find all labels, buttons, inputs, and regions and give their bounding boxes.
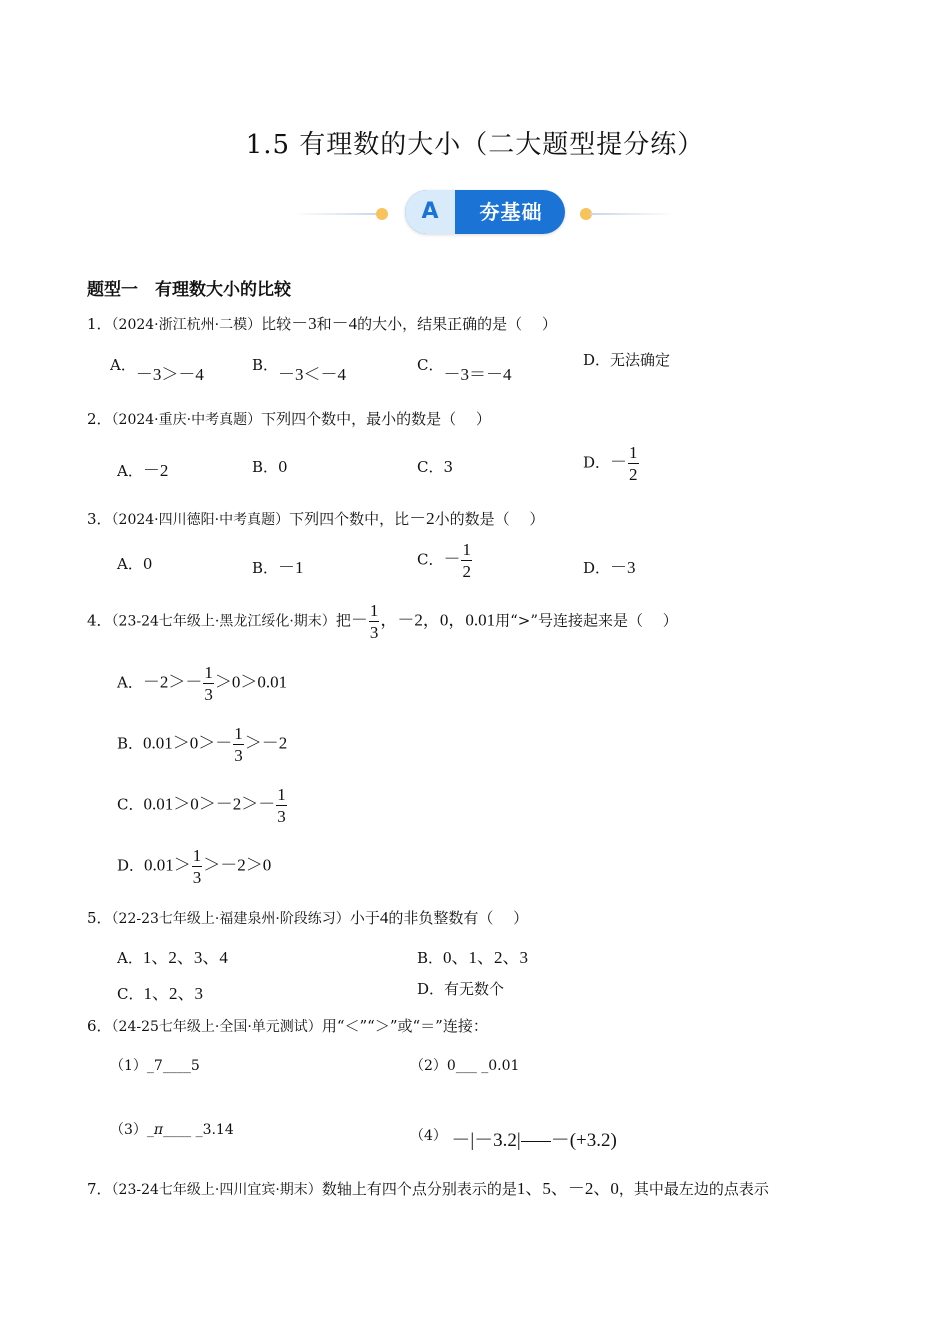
q4-option-c[interactable] bbox=[117, 786, 288, 825]
option-label: C． bbox=[417, 356, 444, 374]
fraction bbox=[233, 725, 244, 764]
q4-option-b[interactable] bbox=[117, 725, 287, 764]
denominator: 3 bbox=[204, 685, 213, 704]
fraction bbox=[192, 847, 203, 886]
q3-source: （2024·四川德阳·中考真题） bbox=[111, 512, 290, 528]
numerator: 1 bbox=[204, 663, 213, 682]
q4-math: ，－2，0，0.01 bbox=[380, 610, 496, 630]
option-label: B． bbox=[252, 559, 279, 577]
q1-number: 1． bbox=[87, 315, 112, 333]
q4-option-d[interactable] bbox=[117, 847, 271, 886]
banner-line-right bbox=[590, 213, 675, 215]
question-7 bbox=[87, 1174, 769, 1199]
question-3 bbox=[87, 504, 544, 529]
option-math: －1 bbox=[278, 558, 304, 577]
q1-option-d[interactable]: D．无法确定 bbox=[583, 351, 671, 369]
option-label: D． bbox=[583, 453, 611, 472]
q3-option-a[interactable]: A．0 bbox=[117, 555, 153, 573]
q3-option-b[interactable] bbox=[252, 553, 304, 578]
q1-stem: 和 bbox=[316, 315, 332, 333]
option-math: －3 bbox=[610, 558, 636, 577]
option-label: A． bbox=[110, 356, 136, 374]
q5-stem: 小于 bbox=[349, 909, 380, 927]
numerator: 1 bbox=[462, 540, 471, 559]
q3-stem: 下列四个数中，比 bbox=[289, 510, 410, 528]
q7-source: （23-24七年级上·四川宜宾·期末） bbox=[111, 1182, 322, 1198]
numerator: 1 bbox=[369, 601, 379, 620]
option-math: － bbox=[443, 549, 461, 569]
option-math: －3＞－4 bbox=[135, 365, 204, 384]
option-math: 1、2、3、4 bbox=[142, 948, 228, 967]
q6-number: 6． bbox=[87, 1017, 112, 1035]
q1-option-b[interactable] bbox=[252, 350, 347, 384]
option-math: ＞－2 bbox=[244, 733, 288, 753]
question-2 bbox=[87, 408, 491, 429]
option-math: 1、2、3 bbox=[143, 984, 203, 1003]
q3-option-c[interactable] bbox=[417, 541, 473, 580]
option-label: B． bbox=[252, 356, 279, 374]
q7-number: 7． bbox=[87, 1180, 112, 1198]
option-math: 0、1、2、3 bbox=[443, 948, 529, 967]
section-heading: 题型一 有理数大小的比较 bbox=[87, 280, 291, 300]
numerator: 1 bbox=[192, 846, 202, 865]
fraction bbox=[461, 541, 472, 580]
q1-stem: 比较 bbox=[261, 315, 292, 333]
pi-symbol: π bbox=[153, 1122, 164, 1138]
q6-part-2[interactable]: （2）0___ _0.01 bbox=[410, 1058, 520, 1074]
q3-math: －2 bbox=[409, 509, 435, 528]
q4-option-a[interactable] bbox=[117, 664, 287, 703]
q2-option-b[interactable]: B．0 bbox=[252, 458, 288, 476]
q5-option-b[interactable] bbox=[417, 943, 528, 968]
option-math: －3＝－4 bbox=[443, 365, 512, 384]
option-math: 0.01＞0＞－2＞－ bbox=[143, 794, 276, 814]
option-label: C． bbox=[117, 795, 144, 814]
answer-blank[interactable] bbox=[521, 1131, 551, 1142]
option-math: －|－3.2| bbox=[451, 1130, 521, 1151]
option-label: D． bbox=[117, 856, 145, 875]
fraction bbox=[276, 786, 287, 825]
q1-math: －3 bbox=[291, 314, 317, 333]
q2-option-d[interactable] bbox=[583, 444, 640, 483]
fraction bbox=[628, 444, 639, 483]
option-math: ＞0＞0.01 bbox=[214, 672, 288, 692]
page-title: 1.5 有理数的大小（二大题型提分练） bbox=[245, 130, 705, 160]
numerator: 1 bbox=[234, 724, 243, 743]
part-text: ____ _3.14 bbox=[163, 1122, 234, 1138]
numerator: 1 bbox=[277, 785, 286, 804]
option-math: 0.01＞ bbox=[144, 855, 191, 875]
question-5 bbox=[87, 907, 528, 928]
q5-option-c[interactable] bbox=[117, 979, 203, 1004]
q6-part-1[interactable]: （1）_7____5 bbox=[110, 1058, 200, 1074]
q2-source: （2024·重庆·中考真题） bbox=[111, 412, 262, 428]
badge-label: 夯基础 bbox=[479, 200, 543, 224]
fraction bbox=[203, 664, 214, 703]
q1-stem: 的大小，结果正确的是（ ） bbox=[357, 315, 557, 333]
option-label: A． bbox=[117, 949, 143, 967]
option-math: －2 bbox=[142, 461, 169, 480]
denominator: 2 bbox=[462, 562, 471, 581]
q2-option-a[interactable] bbox=[117, 456, 168, 481]
q5-math: 4 bbox=[379, 908, 389, 927]
q5-source: （22-23七年级上·福建泉州·阶段练习） bbox=[111, 911, 350, 927]
q6-part-3[interactable] bbox=[110, 1119, 234, 1139]
section-badge bbox=[405, 190, 565, 234]
option-label: C． bbox=[117, 985, 144, 1003]
option-math: －(+3.2) bbox=[550, 1130, 617, 1151]
q5-stem: 的非负整数有（ ） bbox=[388, 909, 529, 927]
fraction bbox=[369, 602, 380, 641]
banner-line-left bbox=[292, 213, 382, 215]
q7-stem: ，其中最左边的点表示 bbox=[618, 1180, 769, 1198]
q2-stem: 下列四个数中，最小的数是（ ） bbox=[261, 410, 491, 428]
option-label: D． bbox=[583, 559, 611, 577]
q2-number: 2． bbox=[87, 410, 112, 428]
q6-part-4[interactable] bbox=[410, 1119, 617, 1151]
question-6 bbox=[87, 1015, 488, 1036]
option-math: －3＜－4 bbox=[278, 365, 347, 384]
denominator: 3 bbox=[234, 746, 243, 765]
question-4 bbox=[87, 602, 678, 641]
q1-option-a[interactable] bbox=[110, 350, 204, 384]
banner-dot-left bbox=[376, 208, 388, 220]
option-math: ＞－2＞0 bbox=[203, 855, 272, 875]
q1-source: （2024·浙江杭州·二模） bbox=[111, 317, 262, 333]
q5-number: 5． bbox=[87, 909, 112, 927]
q3-option-d[interactable] bbox=[583, 553, 636, 578]
q2-option-c[interactable]: C．3 bbox=[417, 458, 454, 476]
option-label: A． bbox=[117, 673, 143, 692]
q3-stem: 小的数是（ ） bbox=[434, 510, 545, 528]
q3-number: 3． bbox=[87, 510, 112, 528]
option-math: －2＞－ bbox=[142, 672, 203, 692]
part-label: （4） bbox=[410, 1128, 447, 1144]
option-label: B． bbox=[417, 949, 444, 967]
denominator: 3 bbox=[192, 868, 202, 887]
numerator: 1 bbox=[629, 443, 638, 462]
denominator: 3 bbox=[277, 807, 286, 826]
q6-source: （24-25七年级上·全国·单元测试） bbox=[111, 1019, 322, 1035]
q7-stem: 数轴上有四个点分别表示的是 bbox=[321, 1180, 517, 1198]
option-math: － bbox=[610, 452, 628, 472]
option-label: B． bbox=[117, 734, 144, 753]
q5-option-a[interactable] bbox=[117, 943, 228, 968]
denominator: 2 bbox=[629, 465, 638, 484]
q4-math: － bbox=[350, 610, 368, 630]
q7-math: 1、5、－2、0 bbox=[516, 1179, 619, 1198]
denominator: 3 bbox=[369, 623, 379, 642]
part-label: （3）_ bbox=[110, 1122, 154, 1138]
option-label: A． bbox=[117, 462, 143, 480]
q4-source: （23-24七年级上·黑龙江绥化·期末） bbox=[111, 613, 336, 630]
q5-option-d[interactable]: D．有无数个 bbox=[417, 980, 505, 998]
question-1 bbox=[87, 309, 557, 334]
q1-math: －4 bbox=[331, 314, 358, 333]
option-math: 0.01＞0＞－ bbox=[143, 733, 233, 753]
option-label: C． bbox=[417, 550, 444, 569]
badge-letter: A bbox=[405, 190, 455, 234]
q4-stem: 把 bbox=[335, 611, 351, 630]
q4-number: 4． bbox=[87, 611, 112, 630]
q4-stem: 用“>”号连接起来是（ ） bbox=[495, 611, 678, 630]
q6-stem: 用“＜”“＞”或“＝”连接： bbox=[321, 1017, 488, 1035]
q1-option-c[interactable] bbox=[417, 350, 512, 384]
